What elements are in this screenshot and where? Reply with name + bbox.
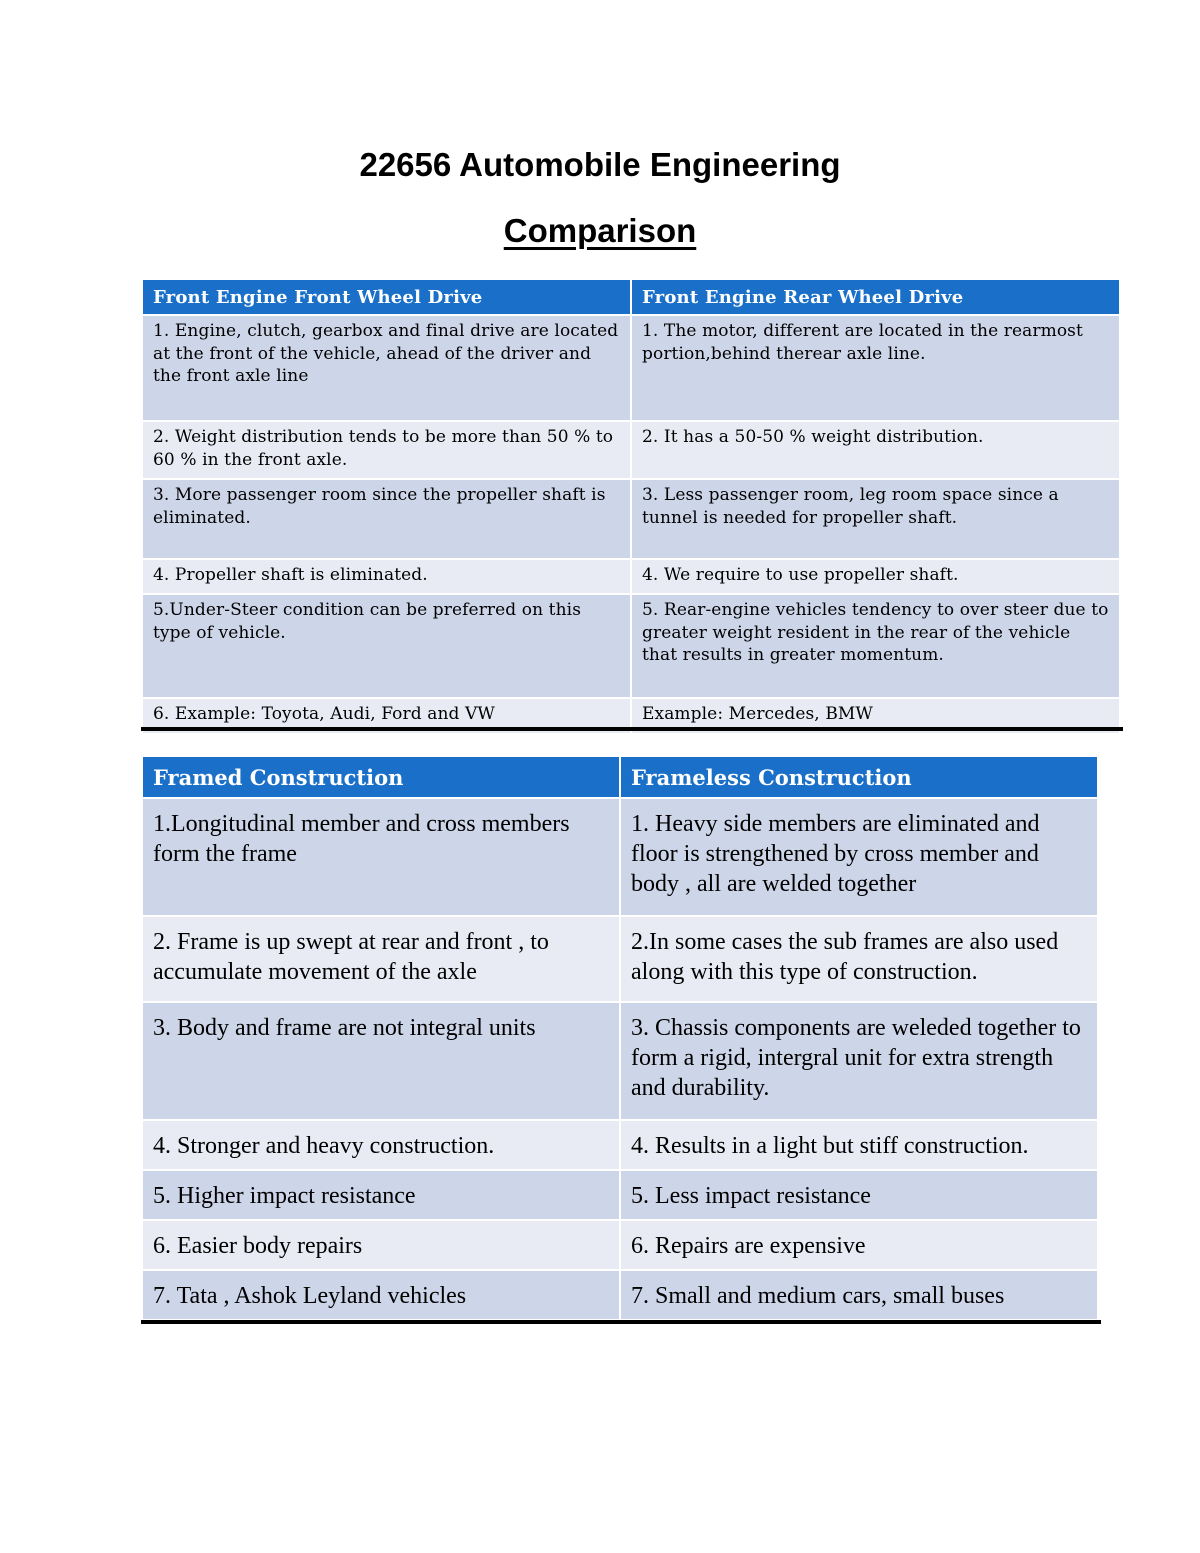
table-cell: 7. Tata , Ashok Leyland vehicles xyxy=(142,1270,620,1320)
table-row xyxy=(142,315,1120,421)
table-row xyxy=(142,1270,1098,1320)
table-header-row xyxy=(142,279,1120,315)
table-cell: 1. Engine, clutch, gearbox and final drive are located at the front of the vehicle, ahead of the driver and the front axle line xyxy=(142,315,631,421)
table-cell: 2. Frame is up swept at rear and front , to accumulate movement of the axle xyxy=(142,916,620,1002)
table-row xyxy=(142,559,1120,594)
table-cell: 2. It has a 50-50 % weight distribution. xyxy=(631,421,1120,479)
column-header: Front Engine Front Wheel Drive xyxy=(142,279,631,315)
table-cell: 5. Rear-engine vehicles tendency to over steer due to greater weight resident in the rear of the vehicle that results in greater momentum. xyxy=(631,594,1120,698)
table-cell: 6. Easier body repairs xyxy=(142,1220,620,1270)
table-cell: 5.Under-Steer condition can be preferred on this type of vehicle. xyxy=(142,594,631,698)
column-header: Framed Construction xyxy=(142,756,620,798)
table-cell: 3. More passenger room since the propeller shaft is eliminated. xyxy=(142,479,631,559)
table-cell: 6. Example: Toyota, Audi, Ford and VW xyxy=(142,698,631,734)
table-row xyxy=(142,1120,1098,1170)
table-row xyxy=(142,1220,1098,1270)
table-cell: 1. The motor, different are located in the rearmost portion,behind therear axle line. xyxy=(631,315,1120,421)
table-cell: 3. Chassis components are weleded together to form a rigid, intergral unit for extra strength and durability. xyxy=(620,1002,1098,1120)
table-cell: 5. Less impact resistance xyxy=(620,1170,1098,1220)
table-bottom-rule xyxy=(141,1320,1101,1324)
table-cell: 3. Less passenger room, leg room space since a tunnel is needed for propeller shaft. xyxy=(631,479,1120,559)
table-cell: 7. Small and medium cars, small buses xyxy=(620,1270,1098,1320)
framed-vs-frameless-table xyxy=(141,755,1099,1321)
document-subtitle: Comparison xyxy=(503,212,697,249)
table-cell: 5. Higher impact resistance xyxy=(142,1170,620,1220)
document-title: 22656 Automobile Engineering xyxy=(359,146,841,183)
table-cell: 4. Results in a light but stiff construction. xyxy=(620,1120,1098,1170)
column-header: Front Engine Rear Wheel Drive xyxy=(631,279,1120,315)
table-row xyxy=(142,594,1120,698)
table-cell: 4. Propeller shaft is eliminated. xyxy=(142,559,631,594)
table-row xyxy=(142,798,1098,916)
column-header: Frameless Construction xyxy=(620,756,1098,798)
table-cell: 4. We require to use propeller shaft. xyxy=(631,559,1120,594)
table-row xyxy=(142,1170,1098,1220)
table-row xyxy=(142,916,1098,1002)
table-cell: 1.Longitudinal member and cross members form the frame xyxy=(142,798,620,916)
table-header-row xyxy=(142,756,1098,798)
table-cell: 2.In some cases the sub frames are also used along with this type of construction. xyxy=(620,916,1098,1002)
table-cell: 6. Repairs are expensive xyxy=(620,1220,1098,1270)
table-row xyxy=(142,421,1120,479)
table-cell: 4. Stronger and heavy construction. xyxy=(142,1120,620,1170)
fwd-vs-rwd-table xyxy=(141,278,1121,735)
table-row xyxy=(142,1002,1098,1120)
table-row xyxy=(142,479,1120,559)
table-bottom-rule xyxy=(141,727,1123,731)
table-cell: 1. Heavy side members are eliminated and floor is strengthened by cross member and body , all are welded together xyxy=(620,798,1098,916)
table-cell: 2. Weight distribution tends to be more than 50 % to 60 % in the front axle. xyxy=(142,421,631,479)
table-cell: 3. Body and frame are not integral units xyxy=(142,1002,620,1120)
table-cell: Example: Mercedes, BMW xyxy=(631,698,1120,734)
